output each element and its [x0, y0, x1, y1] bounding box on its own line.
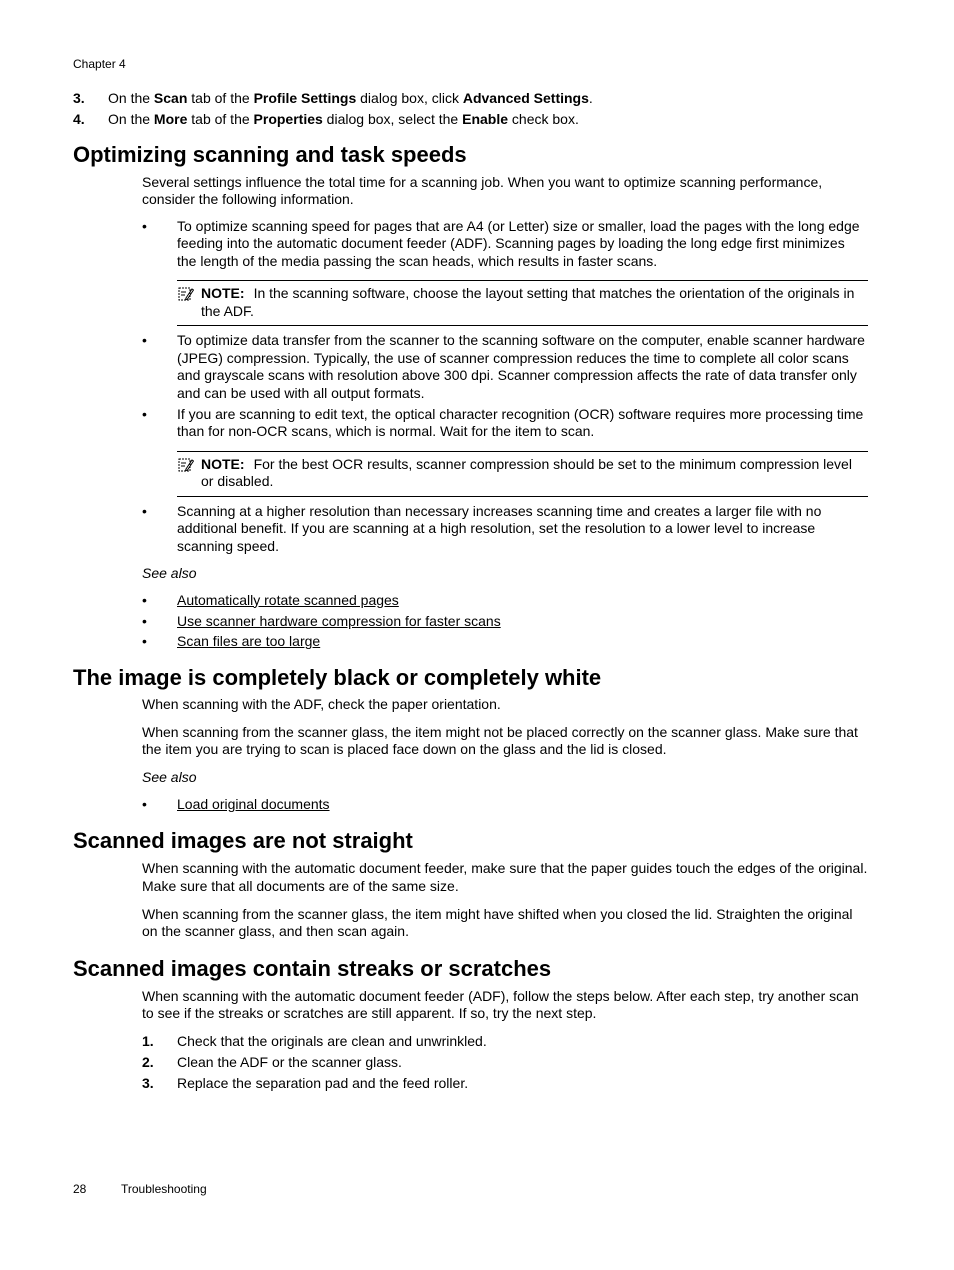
bullet-item: • To optimize scanning speed for pages that are A4 (or Letter) size or smaller, load the pages with the long edge feeding into the automatic document feeder (ADF). Scanning pages by loading the long edge first minimizes the length of the media passing the scan heads, which results in faster scans. [142, 217, 860, 269]
note-pencil-icon [178, 286, 194, 302]
page-footer [73, 1182, 207, 1196]
bullet-item: • To optimize data transfer from the scanner to the scanning software on the computer, enable scanner hardware (JPEG) compression. Typically, the use of scanner compression reduces the time to complete all color scans and grayscale scans with resolution above 300 dpi. Scanner compression affects the rate of data transfer only and can be used with all output formats. [142, 332, 865, 401]
step-item: 1. Check that the originals are clean and unwrinkled. [142, 1032, 487, 1049]
bullet-list [142, 503, 868, 556]
note-pencil-icon [178, 457, 194, 473]
link-item: • Use scanner hardware compression for faster scans [142, 612, 501, 629]
note-text: In the scanning software, choose the layout setting that matches the orientation of the originals in the ADF. [201, 285, 855, 319]
note-label: NOTE: [201, 455, 245, 472]
step-number: 4. [73, 111, 85, 127]
page-content [73, 90, 868, 1096]
link-rotate-scanned-pages[interactable]: Automatically rotate scanned pages [177, 591, 399, 608]
section-heading: Optimizing scanning and task speeds [73, 141, 467, 167]
section-heading: Scanned images are not straight [73, 828, 413, 853]
section-body [142, 988, 868, 1093]
note-text: For the best OCR results, scanner compression should be set to the minimum compression level or disabled. [201, 455, 852, 489]
link-item: • Scan files are too large [142, 633, 321, 649]
see-also-label: See also [142, 565, 197, 581]
section-heading: The image is completely black or completely white [73, 664, 602, 690]
see-also-links [142, 592, 868, 651]
bullet-list [142, 218, 868, 271]
paragraph: When scanning from the scanner glass, the item might not be placed correctly on the scanner glass. Make sure that the item you are trying to scan is placed face down on the glass and the lid is closed. [142, 723, 858, 757]
step-number: 3. [73, 90, 85, 106]
step-item: 3. On the Scan tab of the Profile Settings dialog box, click Advanced Settings. [73, 90, 593, 106]
step-item: 4. On the More tab of the Properties dialog box, select the Enable check box. [73, 111, 579, 127]
note-label: NOTE: [201, 285, 245, 301]
paragraph: When scanning with the automatic document feeder (ADF), follow the steps below. After each step, try another scan to see if the streaks or scratches are still apparent. If so, try the next step. [142, 987, 859, 1021]
note-box [177, 451, 868, 497]
step-number: 1. [142, 1032, 154, 1049]
paragraph: Several settings influence the total time for a scanning job. When you want to optimize scanning performance, consider the following information. [142, 173, 823, 207]
link-scan-files-too-large[interactable]: Scan files are too large [177, 633, 321, 649]
intro-steps [73, 90, 868, 129]
section-body [142, 696, 868, 814]
step-number: 3. [142, 1074, 154, 1091]
bullet-item: • Scanning at a higher resolution than necessary increases scanning time and creates a larger file with no additional benefit. If you are scanning at a high resolution, set the resolution to a lower level to increase scanning speed. [142, 502, 822, 554]
page-number: 28 [73, 1182, 87, 1196]
footer-section-name: Troubleshooting [121, 1182, 207, 1196]
link-item: • Load original documents [142, 795, 330, 812]
paragraph: When scanning from the scanner glass, the item might have shifted when you closed the lid. Straighten the original on the scanner glass, and then scan again. [142, 905, 853, 939]
section-body [142, 860, 868, 941]
step-item: 3. Replace the separation pad and the feed roller. [142, 1074, 469, 1091]
note-box [177, 280, 868, 326]
troubleshooting-steps [142, 1033, 868, 1093]
link-hardware-compression[interactable]: Use scanner hardware compression for faster scans [177, 612, 501, 629]
bullet-list [142, 332, 868, 441]
see-also-label: See also [142, 769, 197, 785]
see-also-links [142, 796, 868, 814]
step-item: 2. Clean the ADF or the scanner glass. [142, 1053, 402, 1070]
paragraph: When scanning with the ADF, check the paper orientation. [142, 695, 501, 712]
paragraph: When scanning with the automatic document feeder, make sure that the paper guides touch the edges of the original. Make sure that all documents are of the same size. [142, 860, 868, 894]
section-body [142, 174, 868, 651]
link-load-original-documents[interactable]: Load original documents [177, 795, 330, 812]
section-heading: Scanned images contain streaks or scratches [73, 955, 552, 981]
link-item: • Automatically rotate scanned pages [142, 591, 399, 608]
step-number: 2. [142, 1053, 154, 1070]
bullet-item: • If you are scanning to edit text, the optical character recognition (OCR) software requires more processing time than for non-OCR scans, which is normal. Wait for the item to scan. [142, 405, 864, 439]
running-header: Chapter 4 [73, 57, 126, 71]
